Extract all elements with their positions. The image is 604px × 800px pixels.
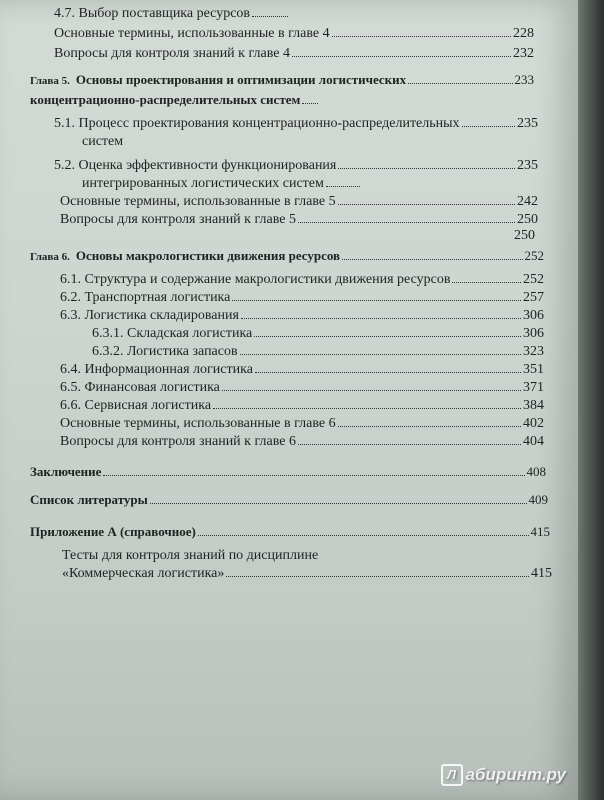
toc-bibliography — [30, 492, 548, 508]
toc-conclusion — [30, 464, 546, 480]
page-number: 415 — [530, 524, 550, 539]
page-number: 306 — [523, 308, 544, 323]
page-number: 228 — [513, 26, 534, 41]
entry-title: Приложение А (справочное) — [30, 524, 196, 539]
leader-dots — [298, 222, 515, 223]
toc-entry-6-3 — [60, 308, 544, 324]
section-number: 6.3. — [60, 308, 81, 323]
page-number: 323 — [523, 344, 544, 359]
toc-chapter-5-line2 — [30, 92, 320, 108]
page-number: 384 — [523, 398, 544, 413]
page-number-extra: 250 — [514, 228, 535, 243]
section-title: Информационная логистика — [84, 362, 253, 377]
page-number: 250 — [517, 212, 538, 227]
page-number: 252 — [524, 248, 544, 263]
page-number: 351 — [523, 362, 544, 377]
toc-tests-line2 — [62, 566, 552, 582]
toc-entry-ch4-terms — [54, 26, 534, 42]
toc-entry-5-2 — [54, 158, 538, 174]
entry-title: Вопросы для контроля знаний к главе 5 — [60, 212, 296, 227]
section-number: 6.4. — [60, 362, 81, 377]
section-title-continued: интегрированных логистических систем — [82, 176, 324, 191]
page-number: 306 — [523, 326, 544, 341]
entry-title: Основные термины, использованные в главе 4 — [54, 26, 330, 41]
leader-dots — [213, 408, 521, 409]
toc-entry-5-2-line2 — [82, 176, 362, 192]
leader-dots — [222, 390, 521, 391]
section-title: Финансовая логистика — [84, 380, 220, 395]
toc-entry-4-7 — [54, 6, 290, 22]
page-number: 235 — [517, 116, 538, 131]
section-title: Оценка эффективности функционирования — [78, 158, 337, 173]
leader-dots — [103, 475, 524, 476]
leader-dots — [326, 186, 360, 187]
toc-entry-6-1 — [60, 272, 544, 288]
leader-dots — [302, 103, 318, 104]
chapter-title: Основы проектирования и оптимизации логистических — [75, 72, 407, 87]
page-number: 415 — [531, 566, 552, 581]
labirint-watermark — [441, 764, 566, 786]
page-number: 235 — [517, 158, 538, 173]
chapter-title: Основы макрологистики движения ресурсов — [75, 248, 341, 263]
section-title: Складская логистика — [127, 326, 253, 341]
toc-chapter-5 — [30, 72, 534, 88]
leader-dots — [254, 336, 521, 337]
section-number: 6.5. — [60, 380, 81, 395]
entry-title: Основные термины, использованные в главе 6 — [60, 416, 336, 431]
leader-dots — [198, 535, 529, 536]
page-number: 371 — [523, 380, 544, 395]
toc-entry-5-1-line2: систем — [82, 134, 124, 149]
entry-title: Список литературы — [30, 492, 148, 507]
page-number: 408 — [526, 464, 546, 479]
toc-entry-6-3-1 — [92, 326, 544, 342]
section-number: 5.2. — [54, 158, 75, 173]
page-number: 252 — [523, 272, 544, 287]
page-number: 257 — [523, 290, 544, 305]
chapter-number: Глава 5. — [30, 75, 70, 87]
section-number: 6.1. — [60, 272, 81, 287]
section-title: Сервисная логистика — [84, 398, 212, 413]
entry-title: Вопросы для контроля знаний к главе 4 — [54, 46, 290, 61]
leader-dots — [240, 354, 521, 355]
leader-dots — [226, 576, 529, 577]
leader-dots — [150, 503, 527, 504]
leader-dots — [332, 36, 511, 37]
book-edge-shadow — [578, 0, 604, 800]
leader-dots — [255, 372, 521, 373]
toc-entry-6-4 — [60, 362, 544, 378]
page-number: 402 — [523, 416, 544, 431]
section-number: 4.7. — [54, 6, 75, 21]
page-number: 242 — [517, 194, 538, 209]
page-number: 233 — [514, 72, 534, 87]
section-number: 6.6. — [60, 398, 81, 413]
leader-dots — [452, 282, 521, 283]
leader-dots — [338, 168, 515, 169]
leader-dots — [241, 318, 521, 319]
toc-entry-ch6-questions — [60, 434, 544, 450]
section-title: Выбор поставщика ресурсов — [78, 6, 251, 21]
entry-title: Вопросы для контроля знаний к главе 6 — [60, 434, 296, 449]
section-title: Процесс проектирования концентрационно-распределительных — [78, 116, 460, 131]
toc-appendix — [30, 524, 550, 540]
leader-dots — [292, 56, 511, 57]
toc-entry-6-3-2 — [92, 344, 544, 360]
leader-dots — [338, 204, 515, 205]
toc-chapter-6 — [30, 248, 544, 264]
toc-entry-ch5-questions — [60, 212, 538, 228]
leader-dots — [462, 126, 515, 127]
leader-dots — [298, 444, 521, 445]
toc-entry-ch4-questions — [54, 46, 534, 62]
leader-dots — [408, 83, 512, 84]
toc-tests-line1: Тесты для контроля знаний по дисциплине — [62, 548, 319, 563]
section-title: Транспортная логистика — [84, 290, 231, 305]
page-number: 232 — [513, 46, 534, 61]
page-number: 404 — [523, 434, 544, 449]
section-number: 5.1. — [54, 116, 75, 131]
toc-entry-6-2 — [60, 290, 544, 306]
page-number: 409 — [528, 492, 548, 507]
watermark-text: абиринт.ру — [465, 765, 566, 784]
section-number: 6.3.2. — [92, 344, 124, 359]
toc-entry-ch6-terms — [60, 416, 544, 432]
section-title: Структура и содержание макрологистики движения ресурсов — [84, 272, 451, 287]
labirint-logo-icon: Л — [441, 764, 463, 786]
leader-dots — [338, 426, 521, 427]
leader-dots — [342, 259, 522, 260]
section-title: Логистика складирования — [84, 308, 239, 323]
leader-dots — [252, 16, 288, 17]
chapter-number: Глава 6. — [30, 251, 70, 263]
entry-title: «Коммерческая логистика» — [62, 566, 225, 581]
toc-entry-ch5-terms — [60, 194, 538, 210]
section-title: Логистика запасов — [127, 344, 238, 359]
leader-dots — [232, 300, 521, 301]
section-number: 6.3.1. — [92, 326, 124, 341]
toc-entry-6-5 — [60, 380, 544, 396]
toc-entry-6-6 — [60, 398, 544, 414]
toc-entry-5-1 — [54, 116, 538, 132]
entry-title: Заключение — [30, 464, 102, 479]
chapter-title-continued: концентрационно-распределительных систем — [30, 92, 301, 107]
section-number: 6.2. — [60, 290, 81, 305]
entry-title: Основные термины, использованные в главе 5 — [60, 194, 336, 209]
